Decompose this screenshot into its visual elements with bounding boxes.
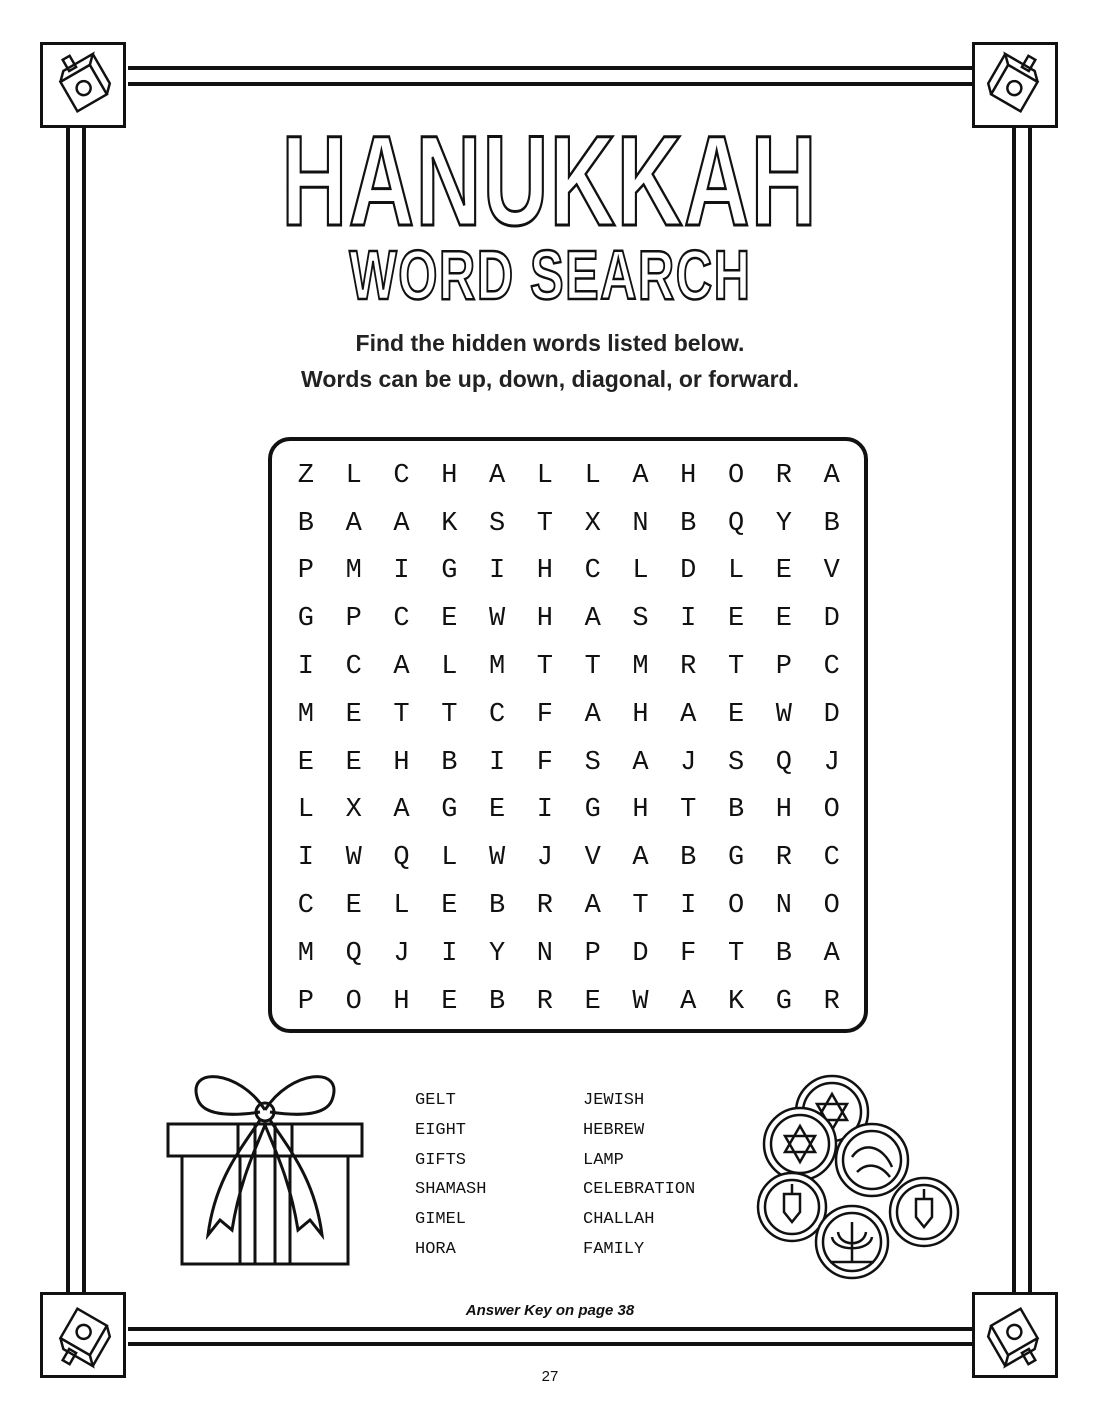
- grid-letter[interactable]: V: [584, 843, 601, 874]
- grid-letter[interactable]: F: [536, 699, 553, 730]
- word-item: GIFTS: [415, 1150, 467, 1170]
- grid-letter[interactable]: K: [727, 986, 745, 1017]
- grid-letter[interactable]: J: [680, 747, 697, 778]
- grid-letter[interactable]: Y: [488, 938, 506, 969]
- grid-letter[interactable]: J: [536, 843, 553, 874]
- grid-letter[interactable]: H: [632, 699, 649, 730]
- grid-letter[interactable]: M: [632, 652, 649, 683]
- grid-letter[interactable]: A: [680, 986, 697, 1017]
- dreidel-corner-icon: [972, 42, 1058, 128]
- grid-letter[interactable]: N: [775, 891, 792, 922]
- word-item: LAMP: [583, 1150, 624, 1170]
- grid-letter[interactable]: A: [584, 891, 601, 922]
- grid-letter[interactable]: E: [441, 891, 458, 922]
- grid-letter[interactable]: N: [536, 938, 553, 969]
- grid-letter[interactable]: H: [775, 795, 792, 826]
- grid-letter[interactable]: L: [297, 795, 314, 826]
- grid-letter[interactable]: I: [297, 652, 314, 683]
- grid-letter[interactable]: T: [584, 652, 601, 683]
- grid-letter[interactable]: L: [345, 460, 362, 491]
- grid-letter[interactable]: F: [680, 938, 697, 969]
- grid-letter[interactable]: T: [727, 652, 745, 683]
- grid-letter[interactable]: H: [441, 460, 458, 491]
- grid-letter[interactable]: A: [632, 843, 649, 874]
- grid-letter[interactable]: R: [536, 986, 553, 1017]
- grid-letter[interactable]: D: [632, 938, 649, 969]
- grid-letter[interactable]: I: [536, 795, 553, 826]
- grid-letter[interactable]: A: [584, 604, 601, 635]
- letter-grid: [282, 452, 856, 1026]
- grid-letter[interactable]: T: [536, 652, 553, 683]
- grid-letter[interactable]: A: [823, 460, 840, 491]
- grid-letter[interactable]: T: [680, 795, 697, 826]
- grid-letter[interactable]: P: [345, 604, 362, 635]
- grid-letter[interactable]: G: [441, 795, 458, 826]
- grid-letter[interactable]: C: [393, 460, 410, 491]
- grid-letter[interactable]: Q: [727, 508, 745, 539]
- grid-letter[interactable]: R: [680, 652, 697, 683]
- grid-letter[interactable]: O: [345, 986, 362, 1017]
- grid-letter[interactable]: A: [823, 938, 840, 969]
- instruction-line-2: Words can be up, down, diagonal, or forward.: [301, 366, 799, 392]
- frame-bottom-outer: [128, 1327, 973, 1331]
- grid-letter[interactable]: R: [775, 843, 792, 874]
- grid-letter[interactable]: E: [297, 747, 314, 778]
- grid-letter[interactable]: W: [488, 843, 506, 874]
- grid-letter[interactable]: I: [488, 556, 506, 587]
- frame-top-inner: [128, 82, 973, 86]
- grid-letter[interactable]: D: [823, 604, 840, 635]
- grid-letter[interactable]: B: [775, 938, 792, 969]
- grid-letter[interactable]: I: [297, 843, 314, 874]
- grid-letter[interactable]: W: [632, 986, 649, 1017]
- grid-letter[interactable]: E: [727, 699, 745, 730]
- grid-letter[interactable]: C: [584, 556, 601, 587]
- grid-letter[interactable]: B: [297, 508, 314, 539]
- grid-letter[interactable]: E: [441, 986, 458, 1017]
- grid-letter[interactable]: L: [584, 460, 601, 491]
- grid-letter[interactable]: B: [441, 747, 458, 778]
- answer-key-note: Answer Key on page 38: [465, 1302, 635, 1319]
- title-main: HANUKKAH: [281, 110, 819, 253]
- word-item: FAMILY: [583, 1239, 645, 1259]
- page-title: [0, 110, 1100, 253]
- gift-box-icon: [160, 1070, 370, 1270]
- grid-letter[interactable]: L: [441, 843, 458, 874]
- page-number: 27: [541, 1368, 559, 1385]
- word-item: GELT: [415, 1091, 456, 1110]
- grid-letter[interactable]: A: [488, 460, 506, 491]
- frame-top-outer: [128, 66, 973, 70]
- grid-letter[interactable]: P: [584, 938, 601, 969]
- word-item: GIMEL: [415, 1210, 467, 1230]
- grid-letter[interactable]: E: [775, 556, 792, 587]
- grid-letter[interactable]: A: [632, 460, 649, 491]
- word-item: CELEBRATION: [583, 1180, 696, 1200]
- grid-letter[interactable]: T: [441, 699, 458, 730]
- grid-letter[interactable]: R: [536, 891, 553, 922]
- grid-letter[interactable]: C: [823, 652, 840, 683]
- grid-letter[interactable]: S: [632, 604, 649, 635]
- grid-letter[interactable]: L: [727, 556, 745, 587]
- grid-letter[interactable]: Y: [775, 508, 792, 539]
- grid-letter[interactable]: M: [297, 938, 314, 969]
- grid-letter[interactable]: M: [488, 652, 506, 683]
- grid-letter[interactable]: V: [823, 556, 840, 587]
- grid-letter[interactable]: A: [632, 747, 649, 778]
- grid-letter[interactable]: L: [632, 556, 649, 587]
- grid-letter[interactable]: E: [584, 986, 601, 1017]
- instruction-line-1: Find the hidden words listed below.: [355, 330, 745, 356]
- grid-letter[interactable]: M: [297, 699, 314, 730]
- grid-letter[interactable]: R: [775, 460, 792, 491]
- grid-letter[interactable]: E: [488, 795, 506, 826]
- grid-letter[interactable]: E: [345, 699, 362, 730]
- grid-letter[interactable]: I: [680, 891, 697, 922]
- grid-letter[interactable]: H: [680, 460, 697, 491]
- grid-letter[interactable]: C: [345, 652, 362, 683]
- grid-letter[interactable]: I: [441, 938, 458, 969]
- grid-letter[interactable]: L: [393, 891, 410, 922]
- grid-letter[interactable]: C: [393, 604, 410, 635]
- grid-letter[interactable]: T: [727, 938, 745, 969]
- grid-letter[interactable]: T: [393, 699, 410, 730]
- grid-letter[interactable]: C: [823, 843, 840, 874]
- grid-letter[interactable]: E: [345, 747, 362, 778]
- grid-letter[interactable]: G: [727, 843, 745, 874]
- grid-letter[interactable]: B: [727, 795, 745, 826]
- grid-letter[interactable]: E: [775, 604, 792, 635]
- grid-letter[interactable]: T: [536, 508, 553, 539]
- grid-letter[interactable]: B: [488, 986, 506, 1017]
- grid-letter[interactable]: A: [393, 652, 410, 683]
- word-item: CHALLAH: [583, 1210, 655, 1230]
- grid-letter[interactable]: B: [680, 508, 697, 539]
- grid-letter[interactable]: H: [393, 986, 410, 1017]
- grid-letter[interactable]: W: [345, 843, 362, 874]
- grid-letter[interactable]: G: [441, 556, 458, 587]
- grid-letter[interactable]: C: [297, 891, 314, 922]
- grid-letter[interactable]: H: [632, 795, 649, 826]
- grid-letter[interactable]: L: [536, 460, 553, 491]
- grid-letter[interactable]: H: [393, 747, 410, 778]
- grid-letter[interactable]: E: [727, 604, 745, 635]
- grid-letter[interactable]: J: [393, 938, 410, 969]
- grid-letter[interactable]: A: [584, 699, 601, 730]
- page-subtitle: [0, 236, 1100, 314]
- grid-letter[interactable]: B: [680, 843, 697, 874]
- grid-letter[interactable]: F: [536, 747, 553, 778]
- grid-letter[interactable]: A: [680, 699, 697, 730]
- grid-letter[interactable]: G: [584, 795, 601, 826]
- grid-letter[interactable]: S: [584, 747, 601, 778]
- word-list-column-1: [415, 1086, 486, 1265]
- grid-letter[interactable]: B: [823, 508, 840, 539]
- word-item: JEWISH: [583, 1091, 645, 1110]
- grid-letter[interactable]: K: [441, 508, 458, 539]
- grid-letter[interactable]: O: [727, 460, 745, 491]
- word-item: SHAMASH: [415, 1180, 487, 1200]
- grid-letter[interactable]: P: [297, 556, 314, 587]
- grid-letter[interactable]: H: [536, 556, 553, 587]
- grid-letter[interactable]: A: [345, 508, 362, 539]
- grid-letter[interactable]: P: [775, 652, 792, 683]
- dreidel-corner-icon: [40, 42, 126, 128]
- grid-letter[interactable]: A: [393, 508, 410, 539]
- grid-letter[interactable]: Q: [775, 747, 792, 778]
- grid-letter[interactable]: W: [488, 604, 506, 635]
- grid-letter[interactable]: D: [680, 556, 697, 587]
- frame-bottom-inner: [128, 1342, 973, 1346]
- grid-letter[interactable]: I: [393, 556, 410, 587]
- grid-letter[interactable]: O: [823, 891, 840, 922]
- grid-letter[interactable]: P: [297, 986, 314, 1017]
- grid-letter[interactable]: L: [441, 652, 458, 683]
- grid-letter[interactable]: N: [632, 508, 649, 539]
- grid-letter[interactable]: D: [823, 699, 840, 730]
- gelt-coins-icon: [752, 1072, 964, 1282]
- grid-letter[interactable]: E: [345, 891, 362, 922]
- word-item: HEBREW: [583, 1120, 645, 1140]
- grid-letter[interactable]: T: [632, 891, 649, 922]
- grid-letter[interactable]: S: [488, 508, 506, 539]
- grid-letter[interactable]: W: [775, 699, 792, 730]
- grid-letter[interactable]: H: [536, 604, 553, 635]
- grid-letter[interactable]: G: [297, 604, 314, 635]
- grid-letter[interactable]: J: [823, 747, 840, 778]
- grid-letter[interactable]: X: [584, 508, 601, 539]
- grid-letter[interactable]: I: [488, 747, 506, 778]
- grid-letter[interactable]: Q: [345, 938, 362, 969]
- grid-letter[interactable]: A: [393, 795, 410, 826]
- grid-letter[interactable]: R: [823, 986, 840, 1017]
- grid-letter[interactable]: M: [345, 556, 362, 587]
- grid-letter[interactable]: S: [727, 747, 745, 778]
- grid-letter[interactable]: E: [441, 604, 458, 635]
- grid-letter[interactable]: C: [488, 699, 506, 730]
- grid-letter[interactable]: I: [680, 604, 697, 635]
- grid-letter[interactable]: G: [775, 986, 792, 1017]
- word-item: HORA: [415, 1239, 456, 1259]
- title-sub: WORD SEARCH: [348, 236, 752, 314]
- grid-letter[interactable]: O: [727, 891, 745, 922]
- grid-letter[interactable]: Z: [297, 460, 314, 491]
- grid-letter[interactable]: O: [823, 795, 840, 826]
- word-list-column-2: [583, 1086, 695, 1265]
- word-item: EIGHT: [415, 1120, 467, 1140]
- grid-letter[interactable]: Q: [393, 843, 410, 874]
- grid-letter[interactable]: B: [488, 891, 506, 922]
- grid-letter[interactable]: X: [345, 795, 362, 826]
